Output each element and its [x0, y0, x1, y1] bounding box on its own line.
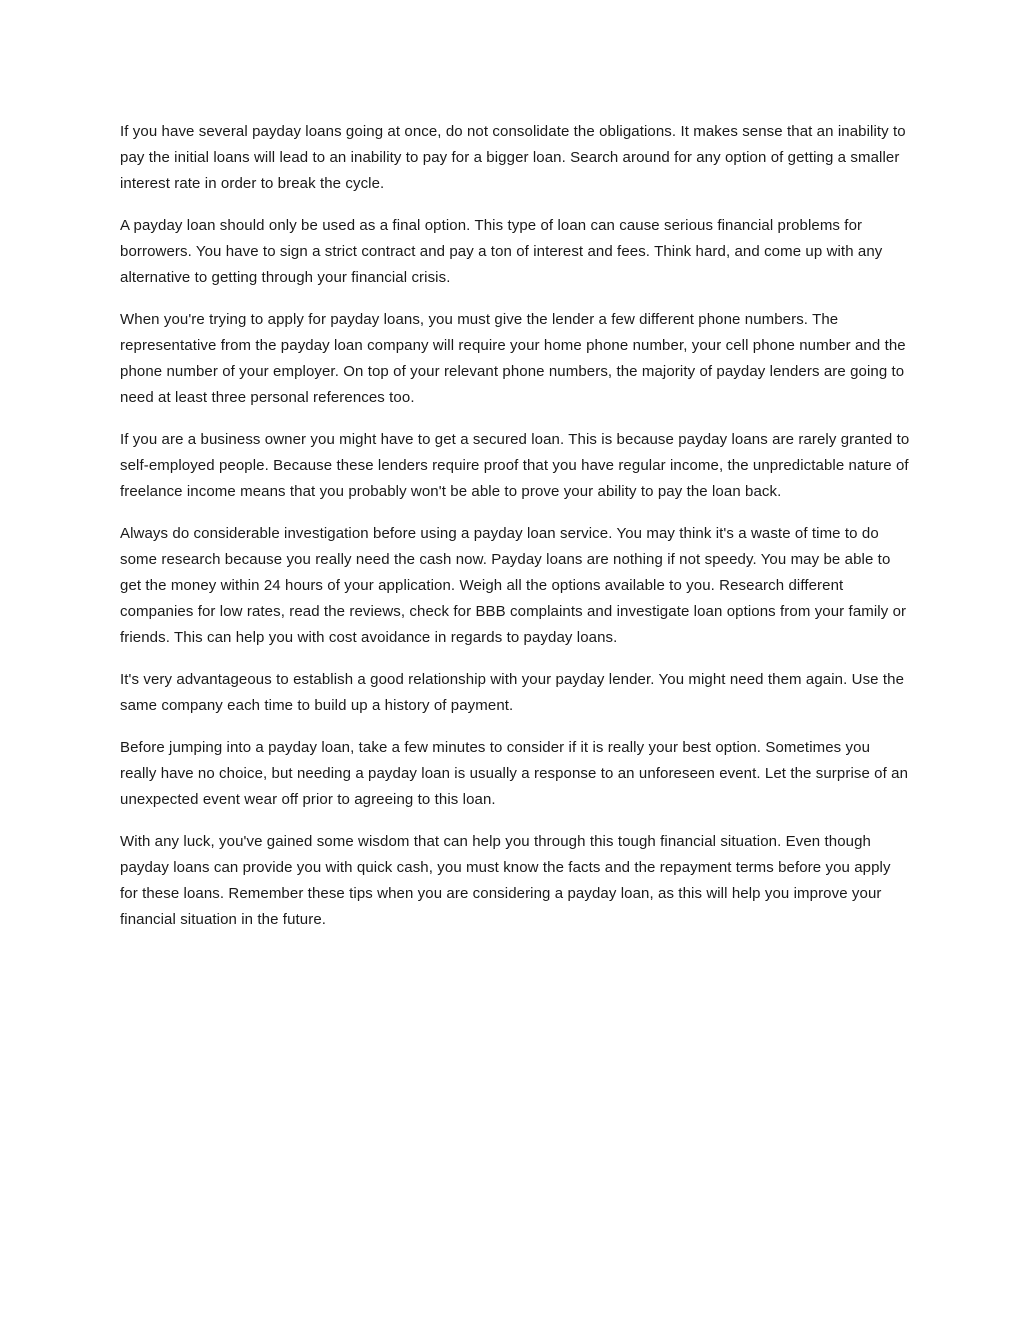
paragraph-2: A payday loan should only be used as a final option. This type of loan can cause serious financial problems for borrowers. You have to sign a strict contract and pay a ton of interest and fees. Think hard, and come up with any alternative to getting through your financial crisis. — [120, 217, 883, 286]
document-body — [120, 119, 910, 949]
paragraph-4: If you are a business owner you might have to get a secured loan. This is because payday loans are rarely granted to self-employed people. Because these lenders require proof that you have regular income, the unpredictable nature of freelance income means that you probably won't be able to prove your ability to pay the loan back. — [120, 431, 910, 500]
paragraph-3: When you're trying to apply for payday loans, you must give the lender a few different phone numbers. The representative from the payday loan company will require your home phone number, your cell phone number and the phone number of your employer. On top of your relevant phone numbers, the majority of payday lenders are going to need at least three personal references too. — [120, 311, 906, 406]
paragraph-7: Before jumping into a payday loan, take a few minutes to consider if it is really your best option. Sometimes you really have no choice, but needing a payday loan is usually a response to an unforeseen event. Let the surprise of an unexpected event wear off prior to agreeing to this loan. — [120, 739, 909, 808]
paragraph-1: If you have several payday loans going at once, do not consolidate the obligations. It makes sense that an inability to pay the initial loans will lead to an inability to pay for a bigger loan. Search around for any option of getting a smaller interest rate in order to break the cycle. — [120, 123, 906, 192]
paragraph-8: With any luck, you've gained some wisdom that can help you through this tough financial situation. Even though payday loans can provide you with quick cash, you must know the facts and the repayment terms before you apply for these loans. Remember these tips when you are considering a payday loan, as this will help you improve your financial situation in the future. — [120, 833, 891, 928]
paragraph-5: Always do considerable investigation before using a payday loan service. You may think it's a waste of time to do some research because you really need the cash now. Payday loans are nothing if not speedy. You may be able to get the money within 24 hours of your application. Weigh all the options available to you. Research different companies for low rates, read the reviews, check for BBB complaints and investigate loan options from your family or friends. This can help you with cost avoidance in regards to payday loans. — [120, 525, 907, 646]
paragraph-6: It's very advantageous to establish a good relationship with your payday lender. You might need them again. Use the same company each time to build up a history of payment. — [120, 671, 905, 714]
